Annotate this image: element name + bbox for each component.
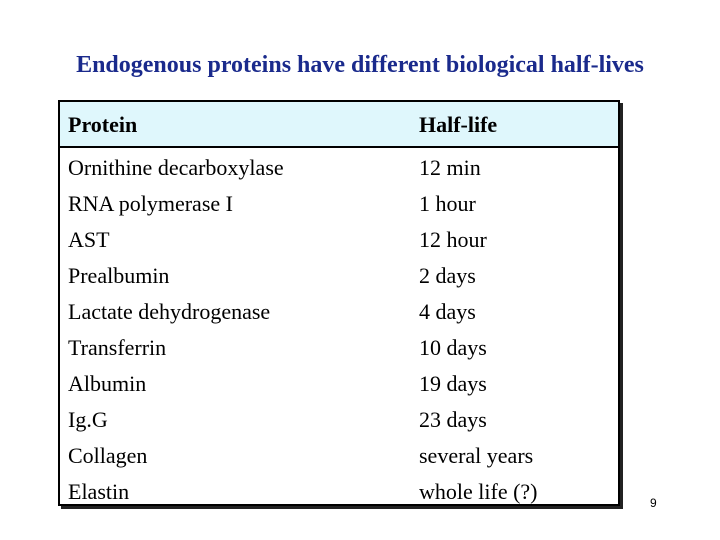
- header-protein: Protein: [68, 112, 138, 137]
- half-life-cell: 10 days: [419, 335, 487, 360]
- half-life-cell: whole life (?): [419, 479, 538, 504]
- protein-cell: Elastin: [68, 479, 130, 504]
- table-header-row: [60, 102, 618, 148]
- half-life-cell: 4 days: [419, 299, 476, 324]
- page-number: 9: [650, 496, 657, 510]
- header-half-life: Half-life: [419, 112, 498, 137]
- protein-cell: AST: [68, 227, 110, 252]
- slide-title: Endogenous proteins have different biological half-lives: [76, 52, 644, 78]
- protein-cell: Ig.G: [68, 407, 108, 432]
- protein-cell: Collagen: [68, 443, 148, 468]
- half-life-cell: 1 hour: [419, 191, 476, 216]
- protein-column: [68, 150, 284, 510]
- half-life-column: [419, 150, 538, 510]
- half-life-cell: 2 days: [419, 263, 476, 288]
- protein-cell: Lactate dehydrogenase: [68, 299, 271, 324]
- protein-cell: RNA polymerase I: [68, 191, 233, 216]
- half-life-cell: 12 hour: [419, 227, 487, 252]
- half-life-cell: 23 days: [419, 407, 487, 432]
- protein-cell: Ornithine decarboxylase: [68, 155, 284, 180]
- half-life-cell: 19 days: [419, 371, 487, 396]
- half-life-cell: several years: [419, 443, 534, 468]
- half-life-cell: 12 min: [419, 155, 481, 180]
- protein-cell: Prealbumin: [68, 263, 170, 288]
- half-life-table: [58, 100, 620, 506]
- protein-cell: Transferrin: [68, 335, 167, 360]
- protein-cell: Albumin: [68, 371, 147, 396]
